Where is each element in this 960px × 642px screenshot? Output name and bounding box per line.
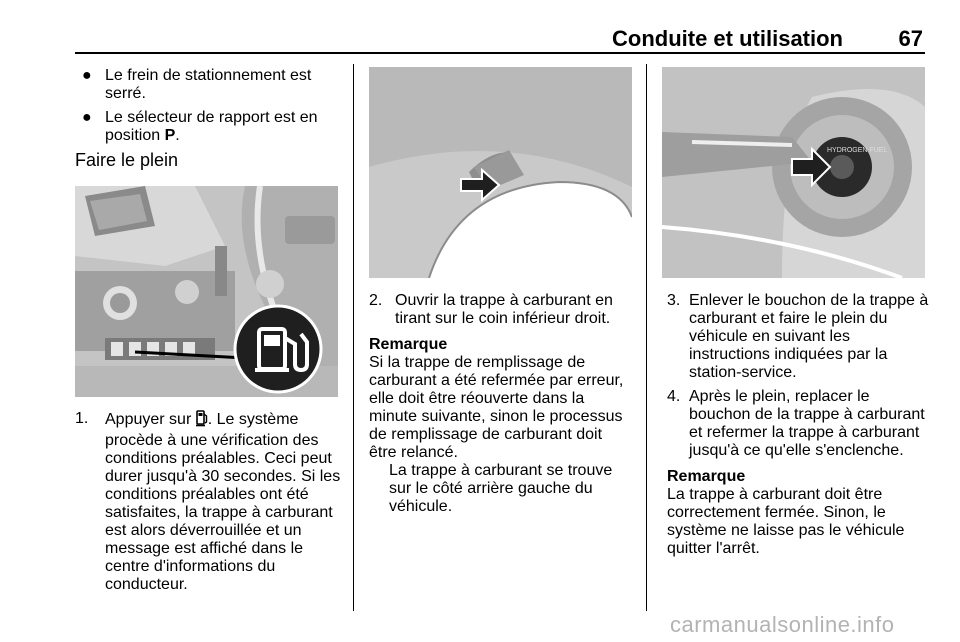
column-divider (353, 64, 354, 611)
header-rule (75, 52, 925, 54)
bullet-icon: ● (82, 67, 92, 84)
fuel-pump-icon (235, 306, 321, 392)
column-2 (369, 292, 634, 516)
column-1-steps (75, 410, 343, 600)
fuel-door-figure (369, 67, 632, 278)
step-number: 2. (369, 292, 383, 309)
step-number: 1. (75, 410, 89, 427)
dashboard-figure (75, 186, 338, 397)
step-item: 1. Appuyer sur . Le système procède à une vérification des conditions préalables. Ceci peut durer jusqu'à 30 secondes. Si les conditions préalables ont été satisfaites, la trappe à carburant est alors déverrouillée et un message est affiché dans le centre d'informations du conducteur. (75, 410, 341, 593)
step-item: 3. Enlever le bouchon de la trappe à carburant et faire le plein du véhicule en suivant les instructions indiquées par la station-service. (667, 292, 929, 381)
step-item: 4. Après le plein, replacer le bouchon de la trappe à carburant et refermer la trappe à carburant jusqu'à ce qu'elle s'enclenche. (667, 388, 925, 459)
page-title: Conduite et utilisation (612, 26, 843, 51)
note-title: Remarque (667, 468, 746, 485)
column-1 (75, 67, 343, 169)
bullet-item: ● Le sélecteur de rapport est en position P. (82, 109, 318, 144)
fuel-door-icon (196, 410, 208, 432)
filler-cap-figure (662, 67, 925, 278)
step-number: 4. (667, 388, 681, 405)
step-item: 2. Ouvrir la trappe à carburant en tirant sur le coin inférieur droit. (369, 292, 613, 327)
column-3 (667, 292, 932, 558)
bullet-item: ● Le frein de stationnement est serré. (82, 67, 312, 102)
bullet-icon: ● (82, 109, 92, 126)
step-number: 3. (667, 292, 681, 309)
note-extra: La trappe à carburant se trouve sur le côté arrière gauche du véhicule. (389, 462, 613, 515)
note-title: Remarque (369, 336, 448, 353)
page-number: 67 (898, 26, 923, 51)
watermark: carmanualsonline.info (670, 612, 895, 637)
note-text: La trappe à carburant doit être correctement fermée. Sinon, le système ne laisse pas le véhicule quitter l'arrêt. (667, 486, 905, 557)
cap-label: HYDROGEN FUEL (827, 147, 888, 154)
note-text: Si la trappe de remplissage de carburant a été refermée par erreur, elle doit être réouverte dans la minute suivante, sinon le processus de remplissage de carburant doit être relancé. (369, 354, 624, 461)
page-header (75, 26, 923, 50)
section-heading: Faire le plein (75, 150, 179, 170)
column-divider (646, 64, 647, 611)
